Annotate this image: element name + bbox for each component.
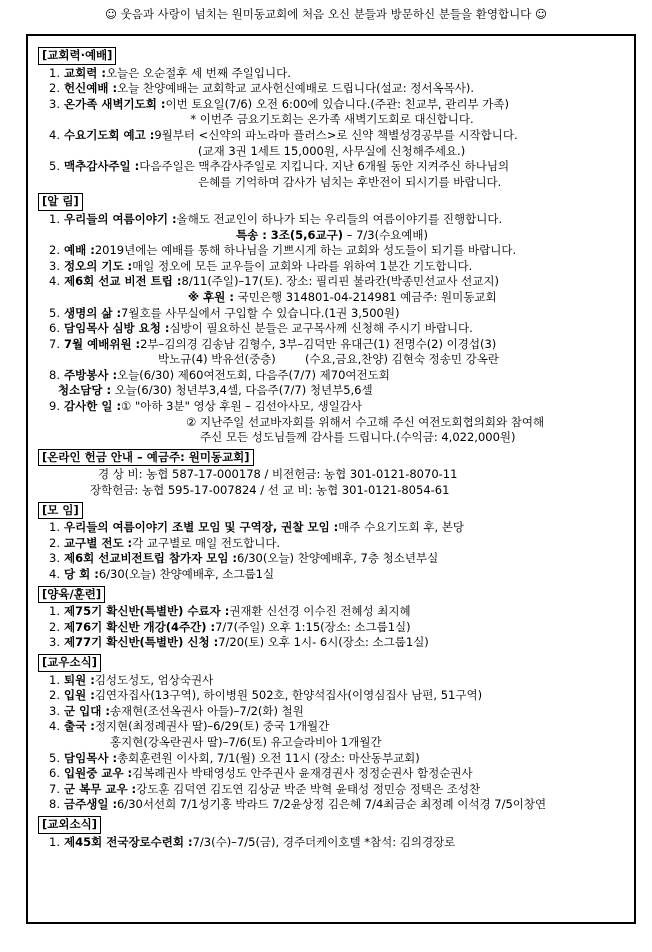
list-item: 6. 입원중 교우 : 김복례권사 박태영성도 안주권사 윤재경권사 정정순권사 함정순권사	[49, 766, 473, 781]
section-notices	[38, 190, 626, 446]
section-training	[38, 583, 626, 651]
list-item: 3. 온가족 새벽기도회 : 이번 토요일(7/6) 오전 6:00에 있습니다.(주관: 친교부, 관리부 가족)	[49, 96, 509, 111]
list-item: 1. 우리들의 여름이야기 : 올해도 전교인이 하나가 되는 우리들의 여름이야기를 진행합니다.	[49, 211, 503, 226]
list-item: 7. 7월 예배위원 : 2부–김의경 김송남 김형수, 3부–김덕만 유대근(1) 전명수(2) 이경섭(3)	[49, 336, 497, 351]
list-item: 1. 제45회 전국장로수련회 : 7/3(수)–7/5(금), 경주더케이호텔 *참석: 김의경장로	[49, 834, 456, 849]
list-item: 5. 맥추감사주일 : 다음주일은 맥추감사주일로 지킵니다. 지난 6개월 동안 지켜주신 하나님의	[49, 159, 510, 174]
list-item: 4. 당 회 : 6/30(오늘) 찬양예배후, 소그룹1실	[49, 567, 275, 581]
list-item: 2. 입원 : 김연자집사(13구역), 하이병원 502호, 한양석집사(이영심집사 남편, 51구역)	[49, 688, 483, 703]
list-item: 8. 주방봉사 : 오늘(6/30) 제60여전도회, 다음주(7/7) 제70여전도회	[49, 367, 390, 382]
account-line: 장학헌금: 농협 595-17-007824 / 선 교 비: 농협 301-0121-8054-61	[90, 483, 450, 498]
section-external-news	[38, 813, 626, 850]
list-item-continued: 특송 : 3조(5,6교구) – 7/3(수요예배)	[235, 227, 429, 242]
list-item: 1. 퇴원 : 김성도성도, 엄상숙권사	[49, 672, 214, 687]
bulletin-content	[38, 44, 626, 850]
list-item: 1. 교회력 : 오늘은 오순절후 세 번째 주일입니다.	[49, 65, 291, 80]
list-item: 2. 교구별 전도 : 각 교구별로 매일 전도합니다.	[49, 535, 281, 550]
list-item: 3. 제6회 선교비전트립 참가자 모임 : 6/30(오늘) 찬양예배후, 7층 청소년부실	[49, 551, 439, 566]
list-item: 2. 제76기 확신반 개강(4주간) : 7/7(주일) 오후 1:15(장소: 소그룹1실)	[49, 619, 411, 634]
list-item: 1. 우리들의 여름이야기 조별 모임 및 구역장, 권찰 모임 : 매주 수요기도회 후, 본당	[49, 520, 465, 535]
section-member-news	[38, 651, 626, 813]
list-item-continued: 은혜를 기억하며 감사가 넘치는 후반전이 되시기를 바랍니다.	[198, 174, 502, 189]
section-church-calendar	[38, 44, 626, 190]
section-title: [교외소식]	[38, 816, 101, 834]
list-item: 5. 생명의 삶 : 7월호를 사무실에서 구입할 수 있습니다.(1권 3,500원)	[49, 305, 400, 320]
list-item: 4. 출국 : 정지현(최정례권사 딸)–6/29(토) 중국 1개월간	[49, 719, 330, 734]
list-item-continued: ※ 후원 : 국민은행 314801-04-214981 예금주: 원미동교회	[188, 289, 497, 304]
section-title: [양육/훈련]	[38, 586, 105, 604]
list-item-continued: 청소담당 : 오늘(6/30) 청년부3,4셀, 다음주(7/7) 청년부5,6셀	[58, 383, 373, 398]
list-item: 3. 군 입대 : 송재현(조선옥권사 아들)–7/2(화) 철원	[49, 703, 304, 718]
list-item-continued: 홍지현(강옥란권사 딸)–7/6(토) 유고슬라비아 1개월간	[110, 734, 382, 749]
list-item: 4. 제6회 선교 비전 트립 : 8/11(주일)–17(토). 장소: 필리핀 불라칸(박종민선교사 선교지)	[49, 274, 499, 289]
list-item: 9. 감사한 일 : ① "아하 3분" 영상 후원 – 김선아사모, 생일감사	[49, 399, 362, 414]
list-item-continued: * 이번주 금요기도회는 온가족 새벽기도회로 대신합니다.	[190, 112, 474, 127]
section-title: [알 림]	[38, 193, 83, 211]
list-item: 5. 담임목사 : 총회훈련원 이사회, 7/1(월) 오전 11시 (장소: 마산동부교회)	[49, 750, 420, 765]
list-item: 3. 제77기 확신반(특별반) 신청 : 7/20(토) 오후 1시- 6시(장소: 소그룹1실)	[49, 635, 429, 650]
list-item-continued: ② 지난주일 선교바자회를 위해서 수고해 주신 여전도회협의회와 참여해	[186, 414, 545, 429]
section-title: [교우소식]	[38, 654, 101, 672]
list-item-continued: 주신 모든 성도님들께 감사를 드립니다.(수익금: 4,022,000원)	[200, 430, 516, 445]
list-item: 2. 헌신예배 : 오늘 찬양예배는 교회학교 교사헌신예배로 드립니다(설교: 정서옥목사).	[49, 81, 474, 96]
list-item-continued: (교재 3권 1세트 15,000원, 사무실에 신청해주세요.)	[198, 143, 466, 158]
welcome-greeting: ☺ 웃음과 사랑이 넘치는 원미동교회에 처음 오신 분들과 방문하신 분들을 환영합니다 ☺	[105, 7, 547, 21]
section-meetings	[38, 499, 626, 583]
list-item: 1. 제75기 확신반(특별반) 수료자 : 권재환 신선경 이수진 전혜성 최지혜	[49, 604, 411, 619]
list-item: 2. 예배 : 2019년에는 예배를 통해 하나님을 기쁘시게 하는 교회와 성도들이 되기를 바랍니다.	[49, 243, 517, 258]
list-item: 7. 군 복무 교우 : 강도훈 김덕연 김도연 김상균 박준 박혁 윤태성 정민승 정택은 조성찬	[49, 781, 481, 796]
list-item: 6. 담임목사 심방 요청 : 심방이 필요하신 분들은 교구목사께 신청해 주시기 바랍니다.	[49, 321, 473, 336]
list-item-continued: 박노규(4) 박유선(중층) (수요,금요,찬양) 김현숙 정송민 강옥란	[158, 352, 499, 367]
section-title: [교회력·예배]	[38, 47, 116, 65]
list-item: 8. 금주생일 : 6/30서선희 7/1성기홍 박라드 7/2윤상정 김은혜 7/4최금순 최정례 이석경 7/5이창연	[49, 797, 547, 812]
account-line: 경 상 비: 농협 587-17-000178 / 비전헌금: 농협 301-0121-8070-11	[98, 467, 458, 482]
section-title: [모 임]	[38, 502, 83, 520]
section-title: [온라인 헌금 안내 – 예금주: 원미동교회]	[38, 449, 254, 467]
section-online-offering	[38, 446, 626, 499]
list-item: 3. 정오의 기도 : 매일 정오에 모든 교우들이 교회와 나라를 위하여 1분간 기도합니다.	[49, 258, 473, 273]
bulletin-frame	[26, 34, 636, 924]
list-item: 4. 수요기도회 예고 : 9월부터 <신약의 파노라마 플러스>로 신약 책별성경공부를 시작합니다.	[49, 127, 518, 142]
